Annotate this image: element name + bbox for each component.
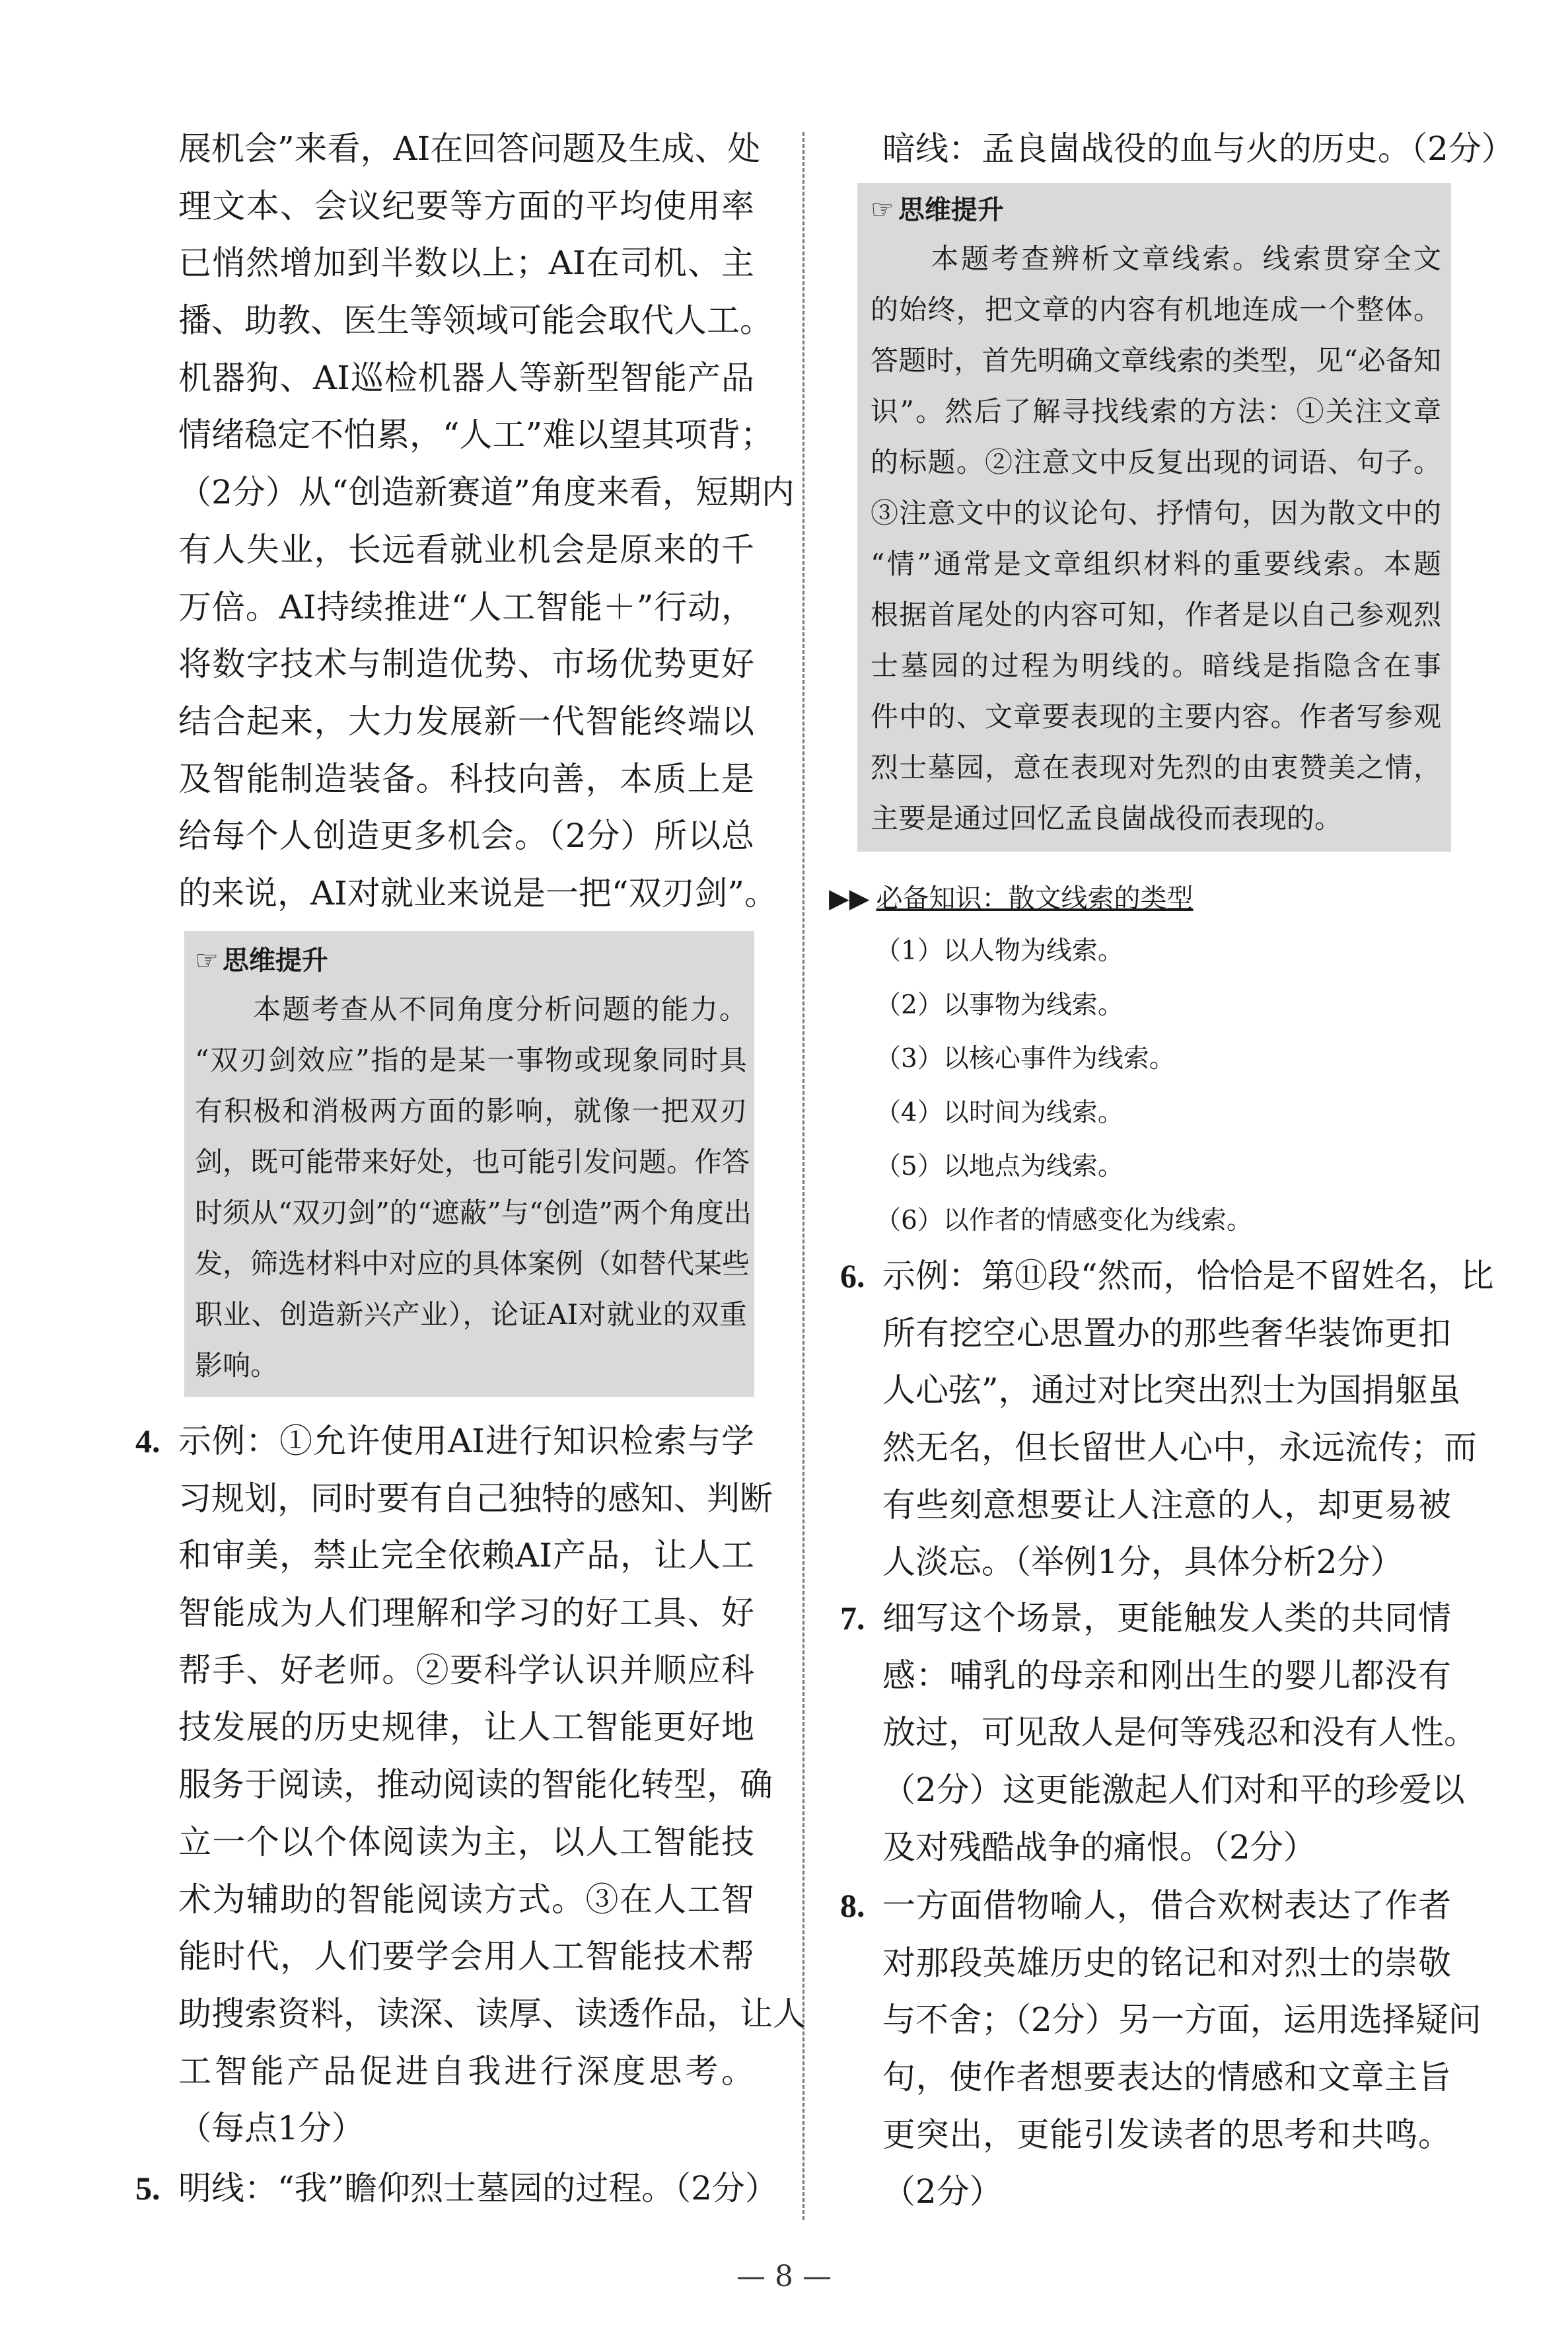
answer-4 bbox=[178, 1413, 806, 2157]
text-line: 更突出，更能引发读者的思考和共鸣。 bbox=[882, 2115, 1451, 2154]
text-line: 理文本、会议纪要等方面的平均使用率 bbox=[178, 186, 754, 225]
text-line: 播、助教、医生等领域可能会取代人工。 bbox=[178, 301, 773, 340]
text-line: 一方面借物喻人，借合欢树表达了作者 bbox=[882, 1886, 1451, 1925]
text-line: 细写这个场景，更能触发人类的共同情 bbox=[882, 1599, 1451, 1637]
text-line: 及智能制造装备。科技向善，本质上是 bbox=[178, 759, 754, 798]
text-line: 件中的、文章要表现的主要内容。作者写参观 bbox=[871, 700, 1441, 733]
text-line: （1）以人物为线索。 bbox=[875, 936, 1123, 966]
question-number: 5. bbox=[135, 2170, 160, 2207]
text-line: 句，使作者想要表达的情感和文章主旨 bbox=[882, 2058, 1451, 2097]
text-line: 习规划，同时要有自己独特的感知、判断 bbox=[178, 1479, 773, 1518]
text-line: 影响。 bbox=[195, 1349, 279, 1382]
double-arrow-icon: ▶▶ bbox=[829, 883, 870, 914]
text-line: 的始终，把文章的内容有机地连成一个整体。 bbox=[871, 293, 1441, 326]
left-paragraph bbox=[178, 120, 795, 922]
text-line: 示例：①允许使用AI进行知识检索与学 bbox=[178, 1422, 754, 1460]
text-line: 助搜索资料，读深、读厚、读透作品，让人 bbox=[178, 1994, 806, 2033]
question-number: 4. bbox=[135, 1422, 160, 1459]
question-number: 8. bbox=[840, 1887, 865, 1924]
text-line: 结合起来，大力发展新一代智能终端以 bbox=[178, 702, 754, 741]
text-line: 帮手、好老师。②要科学认识并顺应科 bbox=[178, 1650, 754, 1689]
answer-5 bbox=[178, 2160, 778, 2217]
text-line: 智能成为人们理解和学习的好工具、好 bbox=[178, 1594, 754, 1633]
text-line: （2分）从“创造新赛道”角度来看，短期内 bbox=[178, 473, 795, 512]
text-line: 将数字技术与制造优势、市场优势更好 bbox=[178, 645, 754, 684]
text-line: 有积极和消极两方面的影响，就像一把双刃 bbox=[195, 1095, 747, 1127]
answer-7 bbox=[882, 1590, 1477, 1876]
text-line: 主要是通过回忆孟良崮战役而表现的。 bbox=[871, 802, 1343, 834]
knowledge-title: 必备知识：散文线索的类型 bbox=[876, 883, 1194, 914]
answer-8 bbox=[882, 1877, 1481, 2221]
text-line: 烈士墓园，意在表现对先烈的由衷赞美之情， bbox=[871, 751, 1441, 784]
text-line: （6）以作者的情感变化为线索。 bbox=[875, 1205, 1252, 1236]
text-line: （4）以时间为线索。 bbox=[875, 1097, 1123, 1128]
text-line: 展机会”来看，AI在回答问题及生成、处 bbox=[178, 129, 761, 168]
text-line: （2分） bbox=[882, 2172, 1003, 2211]
text-line: 对那段英雄历史的铭记和对烈士的崇敬 bbox=[882, 1943, 1451, 1982]
text-line: ③注意文中的议论句、抒情句，因为散文中的 bbox=[871, 497, 1441, 529]
text-line: 发，筛选材料中对应的具体案例（如替代某些 bbox=[195, 1247, 750, 1280]
box-title: 思维提升 bbox=[222, 945, 328, 976]
text-line: 及对残酷战争的痛恨。（2分） bbox=[882, 1827, 1316, 1866]
answer-6 bbox=[882, 1247, 1494, 1591]
question-number: 7. bbox=[840, 1600, 865, 1637]
text-line: 能时代，人们要学会用人工智能技术帮 bbox=[178, 1937, 754, 1976]
text-line: 根据首尾处的内容可知，作者是以自己参观烈 bbox=[871, 599, 1441, 631]
text-line: 所有挖空心思置办的那些奢华装饰更扣 bbox=[882, 1313, 1451, 1352]
box-text bbox=[195, 984, 752, 1391]
text-line: 本题考查从不同角度分析问题的能力。 bbox=[195, 993, 747, 1025]
text-line: 人淡忘。（举例1分，具体分析2分） bbox=[882, 1543, 1404, 1582]
text-line: 的标题。②注意文中反复出现的词语、句子。 bbox=[871, 446, 1441, 478]
text-line: 有人失业，长远看就业机会是原来的千 bbox=[178, 530, 754, 569]
text-line: 工智能产品促进自我进行深度思考。 bbox=[178, 2051, 754, 2090]
text-line: 然无名，但长留世人心中，永远流传；而 bbox=[882, 1428, 1477, 1467]
page-number: — 8 — bbox=[736, 2260, 832, 2293]
text-line: 士墓园的过程为明线的。暗线是指隐含在事 bbox=[871, 649, 1441, 682]
text-line: 答题时，首先明确文章线索的类型，见“必备知 bbox=[871, 344, 1441, 377]
text-line: 有些刻意想要让人注意的人，却更易被 bbox=[882, 1485, 1451, 1524]
text-line: （每点1分） bbox=[178, 2109, 365, 2148]
text-line: 的来说，AI对就业来说是一把“双刃剑”。 bbox=[178, 873, 777, 912]
text-line: 给每个人创造更多机会。（2分）所以总 bbox=[178, 817, 754, 856]
text-line: 技发展的历史规律，让人工智能更好地 bbox=[178, 1708, 754, 1747]
text-line: 情绪稳定不怕累，“人工”难以望其项背； bbox=[178, 416, 774, 455]
text-line: 职业、创造新兴产业），论证AI对就业的双重 bbox=[195, 1298, 747, 1331]
box-text bbox=[871, 233, 1441, 844]
text-line: “双刃剑效应”指的是某一事物或现象同时具 bbox=[195, 1044, 747, 1076]
text-line: 识”。然后了解寻找线索的方法：①关注文章 bbox=[871, 395, 1441, 427]
text-line: 暗线：孟良崮战役的血与火的历史。（2分） bbox=[882, 129, 1515, 168]
box-title: 思维提升 bbox=[898, 195, 1004, 225]
answer-5-continued bbox=[882, 120, 1515, 178]
text-line: （2分）这更能激起人们对和平的珍爱以 bbox=[882, 1771, 1465, 1810]
text-line: 立一个以个体阅读为主，以人工智能技 bbox=[178, 1822, 754, 1861]
text-line: 万倍。AI持续推进“人工智能＋”行动， bbox=[178, 587, 754, 626]
text-line: 感：哺乳的母亲和刚出生的婴儿都没有 bbox=[882, 1656, 1451, 1695]
text-line: 已悄然增加到半数以上；AI在司机、主 bbox=[178, 244, 754, 283]
text-line: “情”通常是文章组织材料的重要线索。本题 bbox=[871, 548, 1441, 580]
knowledge-heading bbox=[829, 879, 1194, 918]
text-line: 示例：第⑪段“然而，恰恰是不留姓名，比 bbox=[882, 1257, 1494, 1295]
text-line: 时须从“双刃剑”的“遮蔽”与“创造”两个角度出 bbox=[195, 1197, 752, 1229]
column-divider bbox=[802, 132, 804, 2220]
text-line: （2）以事物为线索。 bbox=[875, 990, 1123, 1020]
text-line: （3）以核心事件为线索。 bbox=[875, 1044, 1175, 1074]
thumb-pointer-icon: ☞ bbox=[195, 945, 219, 976]
text-line: 术为辅助的智能阅读方式。③在人工智 bbox=[178, 1880, 754, 1919]
thumb-pointer-icon: ☞ bbox=[871, 195, 894, 225]
thinking-box-right bbox=[857, 183, 1451, 852]
text-line: 和审美，禁止完全依赖AI产品，让人工 bbox=[178, 1536, 754, 1575]
text-line: 剑，既可能带来好处，也可能引发问题。作答 bbox=[195, 1146, 750, 1178]
knowledge-list bbox=[875, 924, 1450, 1248]
thinking-box-left bbox=[184, 931, 754, 1397]
text-line: 放过，可见敌人是何等残忍和没有人性。 bbox=[882, 1713, 1477, 1752]
text-line: 人心弦”，通过对比突出烈士为国捐躯虽 bbox=[882, 1371, 1461, 1410]
text-line: 与不舍；（2分）另一方面，运用选择疑问 bbox=[882, 2001, 1481, 2040]
text-line: 明线：“我”瞻仰烈士墓园的过程。（2分） bbox=[178, 2169, 778, 2207]
text-line: 机器狗、AI巡检机器人等新型智能产品 bbox=[178, 358, 754, 397]
text-line: 服务于阅读，推动阅读的智能化转型，确 bbox=[178, 1765, 773, 1804]
text-line: 本题考查辨析文章线索。线索贯穿全文 bbox=[871, 242, 1441, 275]
text-line: （5）以地点为线索。 bbox=[875, 1152, 1123, 1182]
question-number: 6. bbox=[840, 1257, 865, 1294]
